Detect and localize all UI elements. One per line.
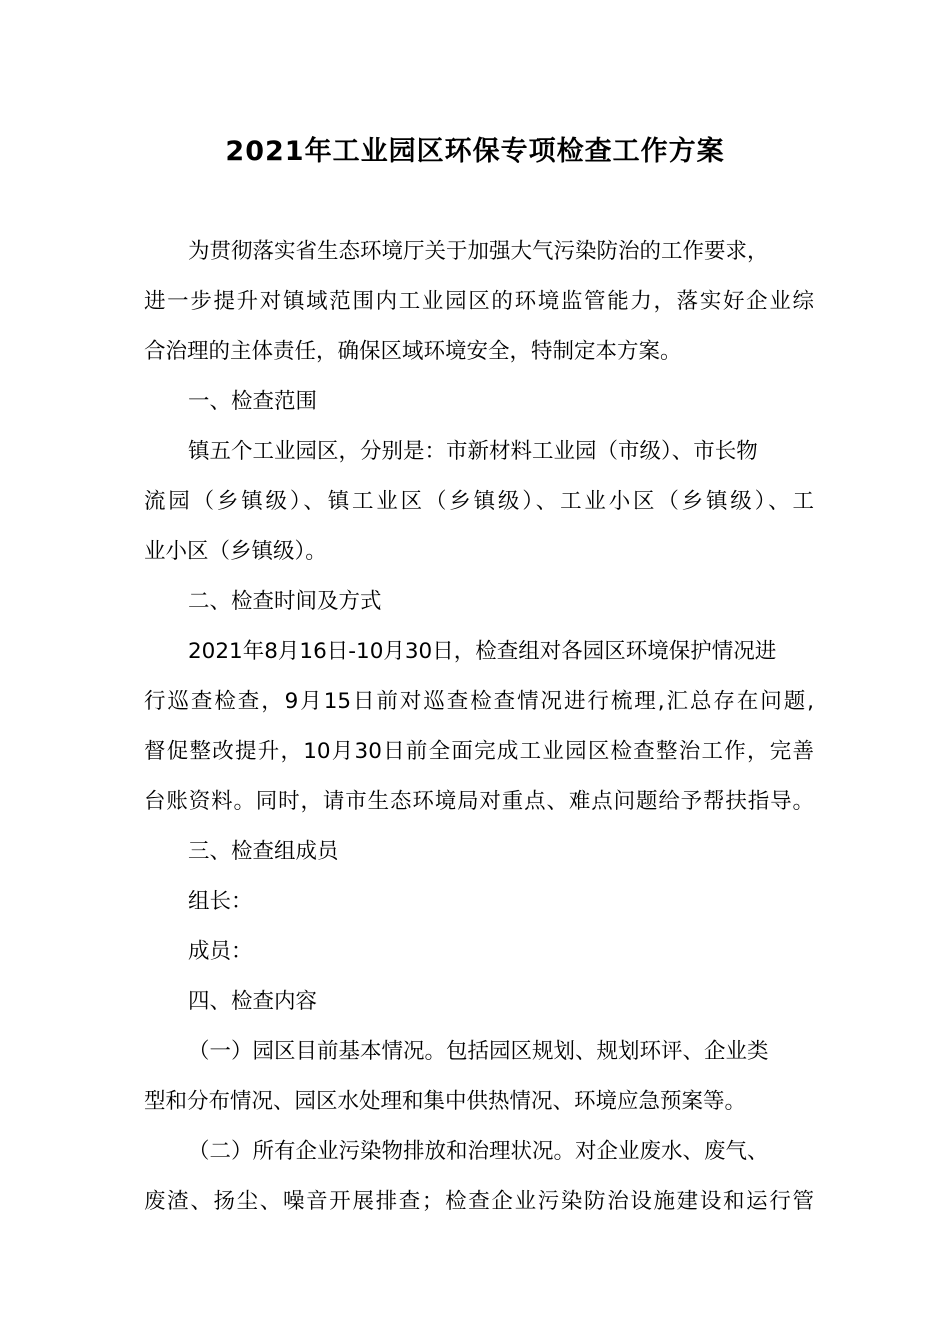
document-line: 台账资料。同时，请市生态环境局对重点、难点问题给予帮扶指导。 bbox=[144, 789, 814, 814]
document-line: 三、检查组成员 bbox=[188, 839, 339, 864]
document-line: 二、检查时间及方式 bbox=[188, 589, 382, 614]
document-line: 一、检查范围 bbox=[188, 389, 318, 414]
document-line: 督促整改提升，10月30日前全面完成工业园区检查整治工作，完善 bbox=[144, 739, 814, 764]
document-title: 2021年工业园区环保专项检查工作方案 bbox=[225, 136, 725, 167]
document-line: 四、检查内容 bbox=[188, 989, 318, 1014]
document-line: 合治理的主体责任，确保区域环境安全，特制定本方案。 bbox=[144, 339, 682, 364]
document-line: 业小区（乡镇级）。 bbox=[144, 539, 327, 564]
document-line: 流园（乡镇级）、镇工业区（乡镇级）、工业小区（乡镇级）、工 bbox=[144, 489, 814, 514]
document-line: 2021年8月16日-10月30日，检查组对各园区环境保护情况进 bbox=[188, 639, 777, 664]
document-line: （二）所有企业污染物排放和治理状况。对企业废水、废气、 bbox=[188, 1139, 769, 1164]
document-line: （一）园区目前基本情况。包括园区规划、规划环评、企业类 bbox=[188, 1039, 769, 1064]
document-line: 废渣、扬尘、噪音开展排查；检查企业污染防治设施建设和运行管 bbox=[144, 1189, 814, 1214]
document-line: 成员： bbox=[188, 939, 253, 964]
document-line: 型和分布情况、园区水处理和集中供热情况、环境应急预案等。 bbox=[144, 1089, 747, 1114]
document-line: 为贯彻落实省生态环境厅关于加强大气污染防治的工作要求， bbox=[188, 239, 769, 264]
document-line: 镇五个工业园区，分别是：市新材料工业园（市级）、市长物 bbox=[188, 439, 758, 464]
document-body bbox=[144, 227, 814, 1227]
document-line: 进一步提升对镇域范围内工业园区的环境监管能力，落实好企业综 bbox=[144, 289, 814, 314]
document-line: 行巡查检查，9月15日前对巡查检查情况进行梳理,汇总存在问题, bbox=[144, 689, 814, 714]
document-line: 组长： bbox=[188, 889, 253, 914]
